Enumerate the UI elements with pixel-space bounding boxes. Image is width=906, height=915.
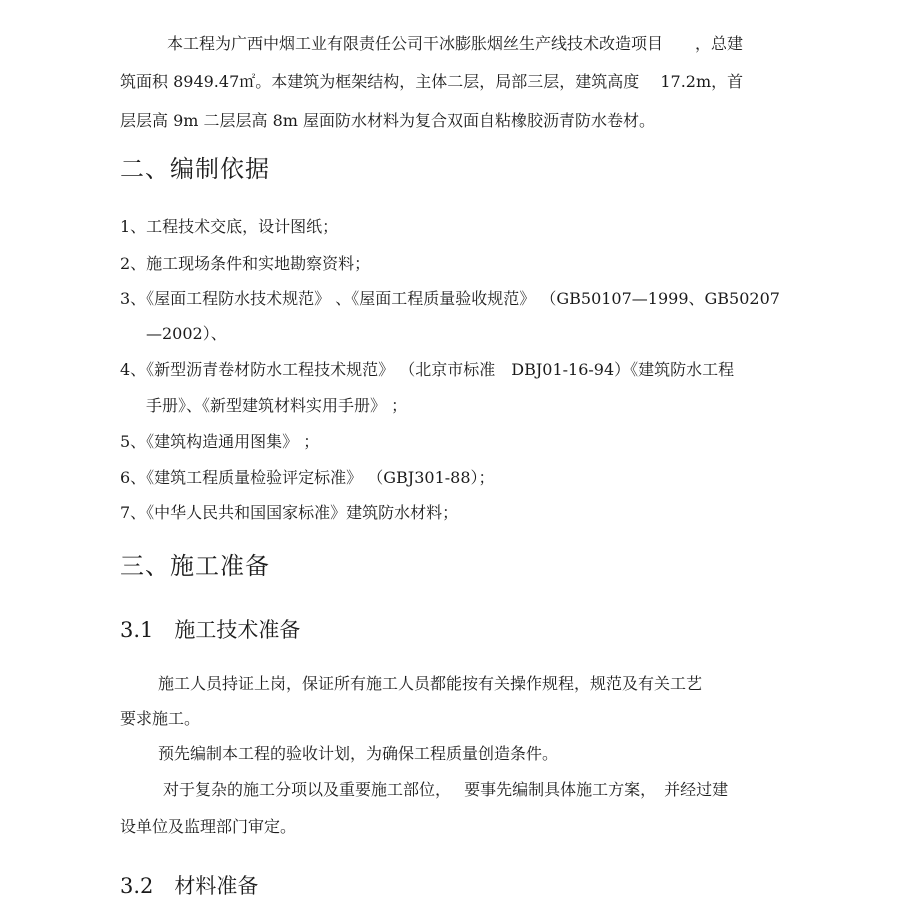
tech-prep-line-1: 施工人员持证上岗，保证所有施工人员都能按有关操作规程，规范及有关工艺 (158, 674, 703, 693)
intro-line-1: 本工程为广西中烟工业有限责任公司干冰膨胀烟丝生产线技术改造项目 ，总建 (167, 34, 744, 53)
basis-item-4: 4、《新型沥青卷材防水工程技术规范》 （北京市标准 DBJ01-16-94）《建筑防水工程 (120, 360, 735, 379)
basis-item-3-cont: —2002）、 (146, 324, 227, 343)
basis-item-7: 7、《中华人民共和国国家标准》建筑防水材料； (120, 503, 459, 522)
tech-prep-line-4: 对于复杂的施工分项以及重要施工部位， 要事先编制具体施工方案， 并经过建 (163, 780, 729, 799)
basis-item-1: 1、工程技术交底，设计图纸； (120, 217, 339, 236)
intro-line-3: 层层高 9m 二层层高 8m 屋面防水材料为复合双面自粘橡胶沥青防水卷材。 (120, 111, 656, 130)
basis-item-2: 2、施工现场条件和实地勘察资料； (120, 254, 371, 273)
tech-prep-line-3: 预先编制本工程的验收计划，为确保工程质量创造条件。 (158, 744, 559, 763)
section-heading-preparation: 三、施工准备 (120, 552, 270, 580)
subsection-heading-3-1: 3.1 施工技术准备 (120, 618, 301, 642)
basis-item-4-cont: 手册》、《新型建筑材料实用手册》 ； (146, 396, 408, 415)
basis-item-3: 3、《屋面工程防水技术规范》 、《屋面工程质量验收规范》 （GB50107—1999、GB50207 (120, 289, 780, 308)
tech-prep-line-5: 设单位及监理部门审定。 (120, 817, 297, 836)
subsection-heading-3-2: 3.2 材料准备 (120, 874, 259, 898)
section-heading-basis: 二、编制依据 (120, 155, 270, 183)
basis-item-6: 6、《建筑工程质量检验评定标准》 （GBJ301-88）； (120, 468, 495, 487)
intro-line-2: 筑面积 8949.47㎡。本建筑为框架结构，主体二层，局部三层，建筑高度 17.2m，首 (120, 72, 744, 91)
tech-prep-line-2: 要求施工。 (120, 709, 201, 728)
basis-item-5: 5、《建筑构造通用图集》 ； (120, 432, 320, 451)
